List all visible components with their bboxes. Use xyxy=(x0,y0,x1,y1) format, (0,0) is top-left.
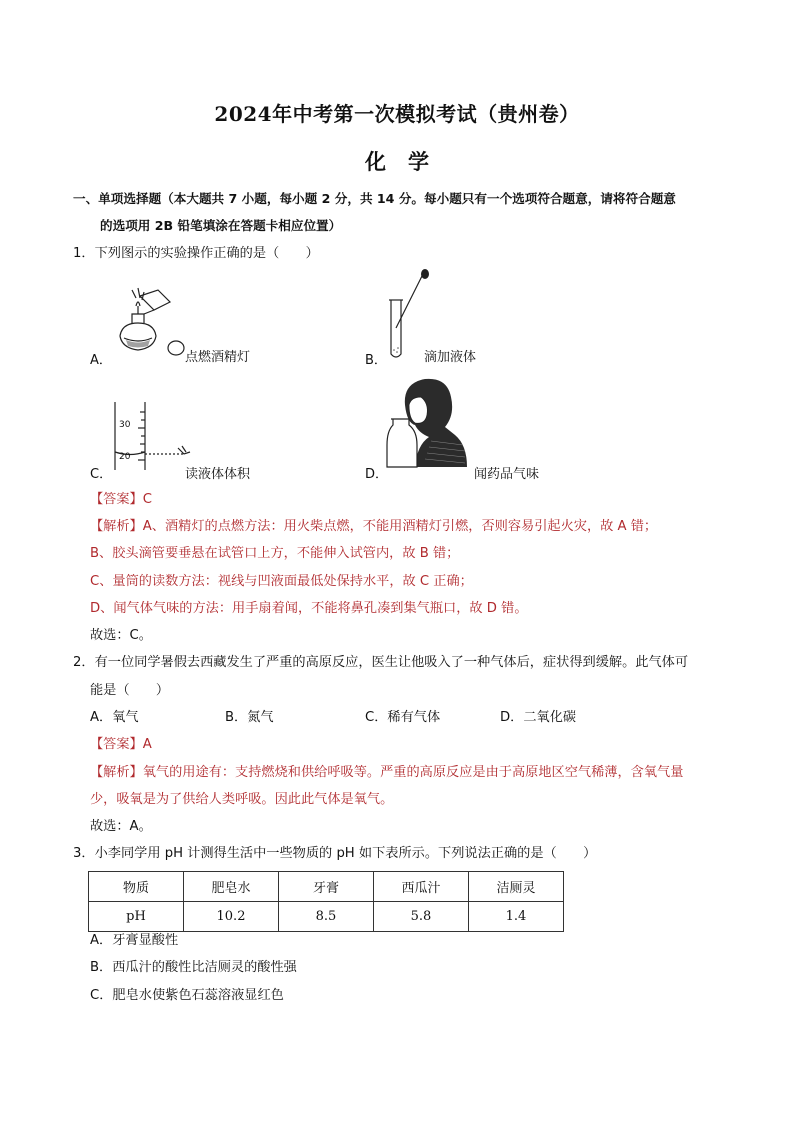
q1-option-d-label: 闻药品气味 xyxy=(474,467,540,482)
q1-conclusion: 故选：C。 xyxy=(90,628,152,643)
table-cell: 8.5 xyxy=(279,902,374,932)
ph-table xyxy=(88,871,564,932)
q1-analysis-line4: D、闻气体气味的方法：用手扇着闻，不能将鼻孔凑到集气瓶口，故 D 错。 xyxy=(90,601,528,616)
section-heading-line2: 的选项用 2B 铅笔填涂在答题卡相应位置） xyxy=(100,218,342,233)
q2-answer: 【答案】A xyxy=(90,737,152,752)
q3-option-c: C．肥皂水使紫色石蕊溶液显红色 xyxy=(90,988,284,1003)
figure-a-alcohol-lamp xyxy=(110,288,185,363)
q1-option-c-label: 读液体体积 xyxy=(185,467,251,482)
exam-title: 2024年中考第一次模拟考试（贵州卷） xyxy=(214,102,580,126)
table-header-cell: 肥皂水 xyxy=(184,872,279,902)
figure-d-smelling-bottle xyxy=(385,375,470,470)
table-cell: 10.2 xyxy=(184,902,279,932)
q2-analysis-line2: 少，吸氧是为了供给人类呼吸。因此此气体是氧气。 xyxy=(90,792,394,807)
table-header-cell: 牙膏 xyxy=(279,872,374,902)
table-row xyxy=(89,872,564,902)
table-cell: pH xyxy=(89,902,184,932)
q1-option-b-label: 滴加液体 xyxy=(424,350,477,365)
table-header-cell: 西瓜汁 xyxy=(374,872,469,902)
q2-analysis-line1: 【解析】氧气的用途有：支持燃烧和供给呼吸等。严重的高原反应是由于高原地区空气稀薄，含氧气量 xyxy=(90,765,684,780)
q2-option-c: C．稀有气体 xyxy=(365,710,441,725)
table-cell: 1.4 xyxy=(469,902,564,932)
q2-option-b: B．氮气 xyxy=(225,710,274,725)
q1-option-c-letter: C． xyxy=(90,467,113,482)
cylinder-tick-20: 20 xyxy=(119,452,131,462)
q2-conclusion: 故选：A。 xyxy=(90,819,152,834)
q1-option-d-letter: D． xyxy=(365,467,389,482)
q1-option-a-letter: A． xyxy=(90,353,112,368)
q2-stem-line2: 能是（ ） xyxy=(90,683,170,698)
q1-analysis-line3: C、量筒的读数方法：视线与凹液面最低处保持水平，故 C 正确； xyxy=(90,574,473,589)
q2-stem-line1: 2．有一位同学暑假去西藏发生了严重的高原反应，医生让他吸入了一种气体后，症状得到缓解。此气体可 xyxy=(73,655,689,670)
q3-option-b: B．西瓜汁的酸性比洁厕灵的酸性强 xyxy=(90,960,297,975)
q1-answer: 【答案】C xyxy=(90,492,152,507)
q3-stem: 3．小李同学用 pH 计测得生活中一些物质的 pH 如下表所示。下列说法正确的是（ ） xyxy=(73,846,597,861)
q1-option-b-letter: B． xyxy=(365,353,387,368)
table-row xyxy=(89,902,564,932)
q1-option-a-label: 点燃酒精灯 xyxy=(185,350,251,365)
table-header-cell: 物质 xyxy=(89,872,184,902)
table-cell: 5.8 xyxy=(374,902,469,932)
q1-analysis-line2: B、胶头滴管要垂悬在试管口上方，不能伸入试管内，故 B 错； xyxy=(90,546,460,561)
cylinder-tick-30: 30 xyxy=(119,420,131,430)
q1-stem: 1．下列图示的实验操作正确的是（ ） xyxy=(73,246,319,261)
subject-title: 化学 xyxy=(365,149,451,174)
q2-option-d: D．二氧化碳 xyxy=(500,710,577,725)
q2-option-a: A．氧气 xyxy=(90,710,139,725)
section-heading-line1: 一、单项选择题（本大题共 7 小题，每小题 2 分，共 14 分。每小题只有一个选项符合题意，请将符合题意 xyxy=(73,191,676,206)
table-header-cell: 洁厕灵 xyxy=(469,872,564,902)
q1-analysis-line1: 【解析】A、酒精灯的点燃方法：用火柴点燃，不能用酒精灯引燃，否则容易引起火灾，故 A 错； xyxy=(90,519,658,534)
q3-option-a: A．牙膏显酸性 xyxy=(90,933,179,948)
